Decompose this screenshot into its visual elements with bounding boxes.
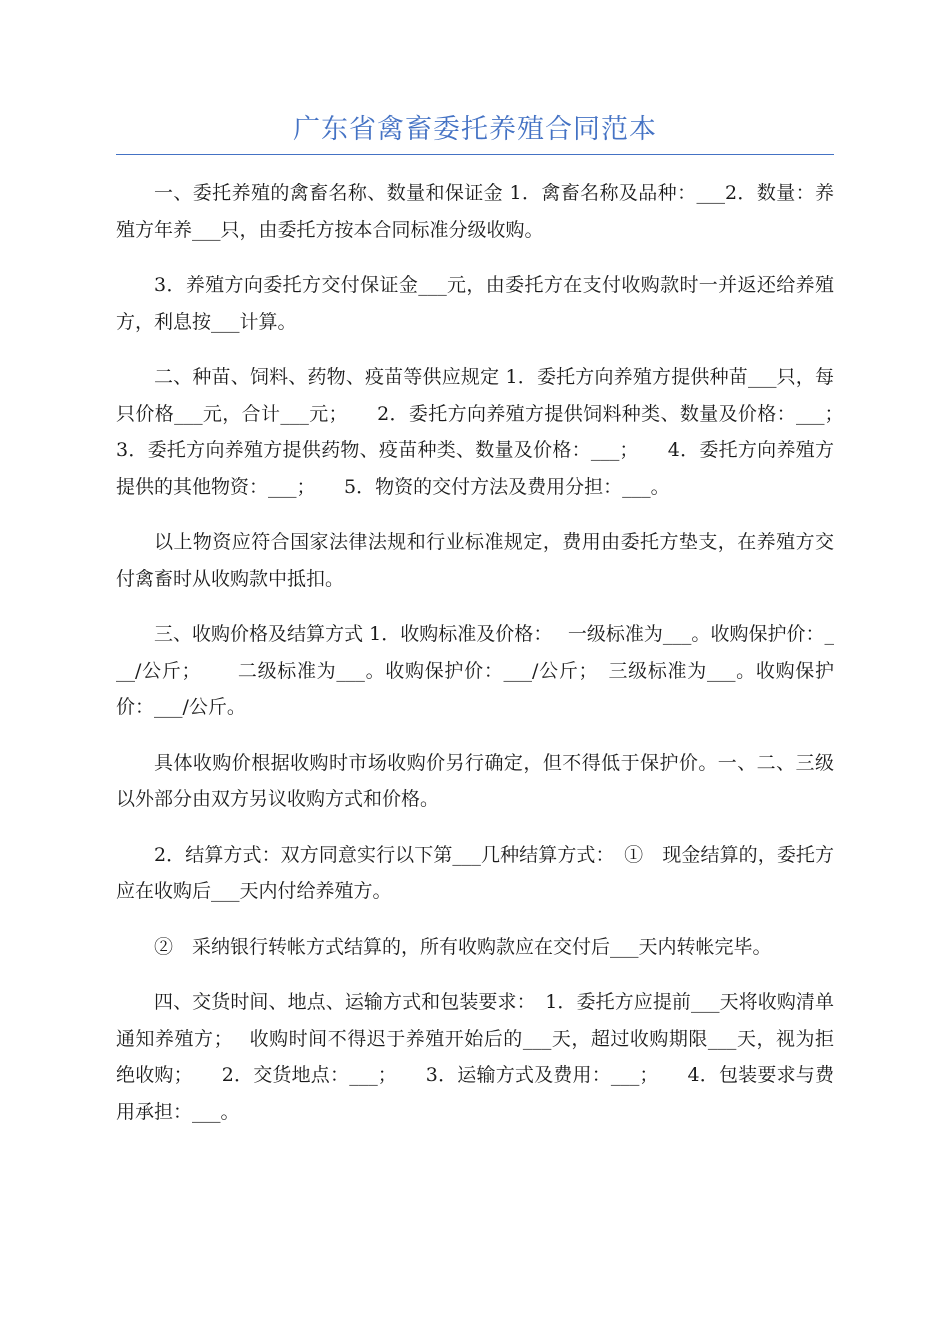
paragraph-2: 3．养殖方向委托方交付保证金___元，由委托方在支付收购款时一并返还给养殖方，利息按___计算。: [116, 274, 834, 333]
paragraph-4: 以上物资应符合国家法律法规和行业标准规定，费用由委托方垫支，在养殖方交付禽畜时从收购款中抵扣。: [116, 531, 834, 590]
paragraph-7: 2．结算方式：双方同意实行以下第___几种结算方式： ① 现金结算的，委托方应在收购后___天内付给养殖方。: [116, 843, 834, 902]
document-body: [116, 175, 873, 1149]
document-title: 广东省禽畜委托养殖合同范本: [293, 114, 657, 145]
paragraph-9: 四、交货时间、地点、运输方式和包装要求： 1．委托方应提前___天将收购清单通知养殖方； 收购时间不得迟于养殖开始后的___天，超过收购期限___天，视为拒绝收购； 2．交货地点：___； 3．运输方式及费用：___； 4．包装要求与费用承担：___。: [116, 991, 834, 1123]
paragraph-3: 二、种苗、饲料、药物、疫苗等供应规定 1．委托方向养殖方提供种苗___只，每只价格___元，合计___元； 2．委托方向养殖方提供饲料种类、数量及价格：___； 3．委托方向养殖方提供药物、疫苗种类、数量及价格：___； 4．委托方向养殖方提供的其他物资：___； 5．物资的交付方法及费用分担：___。: [116, 366, 873, 498]
paragraph-5: 三、收购价格及结算方式 1．收购标准及价格： 一级标准为___。收购保护价：___/公斤； 二级标准为___。收购保护价：___/公斤； 三级标准为___。收购保护价：___/公斤。: [116, 623, 834, 718]
paragraph-8: ② 采纳银行转帐方式结算的，所有收购款应在交付后___天内转帐完毕。: [154, 935, 772, 958]
paragraph-6: 具体收购价根据收购时市场收购价另行确定，但不得低于保护价。一、二、三级以外部分由双方另议收购方式和价格。: [116, 751, 834, 810]
title-underline: [116, 154, 834, 155]
paragraph-1: 一、委托养殖的禽畜名称、数量和保证金 1．禽畜名称及品种：___2．数量：养殖方年养___只，由委托方按本合同标准分级收购。: [116, 182, 834, 241]
